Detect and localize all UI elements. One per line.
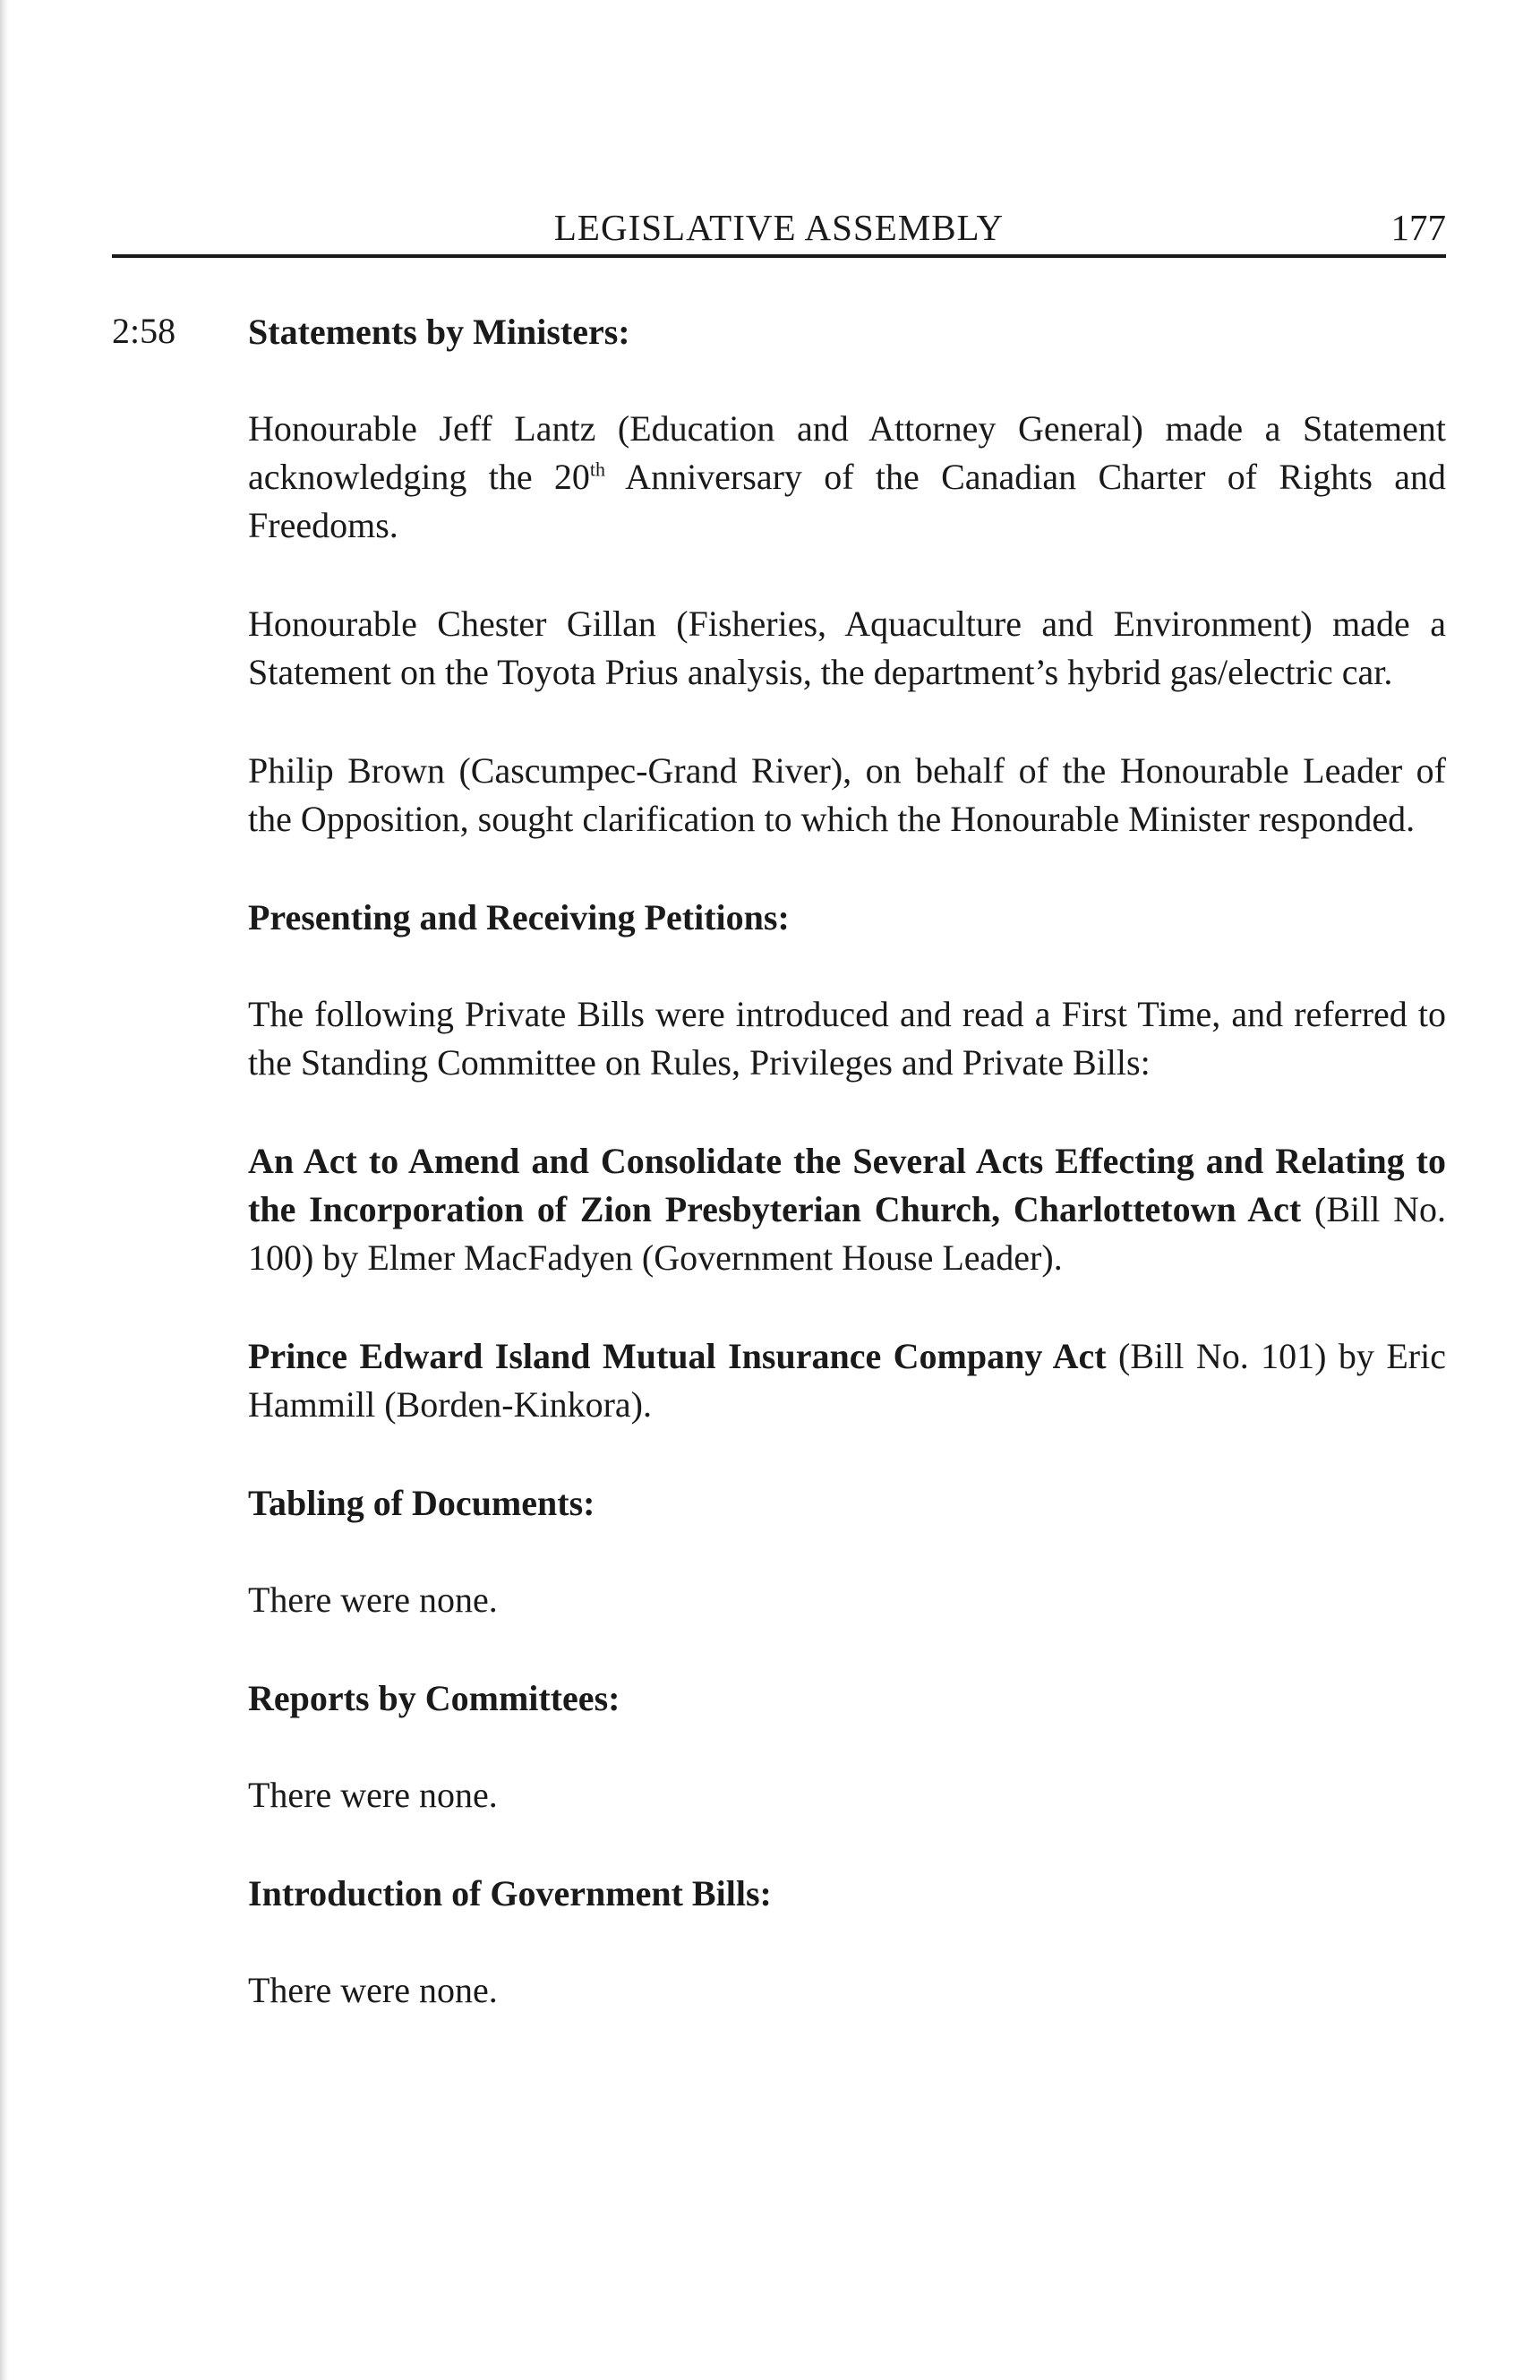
tabling-none-text: There were none. xyxy=(248,1580,498,1620)
lantz-ordinal-suffix: th xyxy=(589,458,606,481)
page-edge-shadow xyxy=(0,0,9,2380)
paragraph-private-bills-intro: The following Private Bills were introduced and read a First Time, and referred to the Standing Committee on Rules, Privileges and Private Bills: xyxy=(248,994,1446,1083)
heading-reports-by-committees: Reports by Committees: xyxy=(248,1678,620,1718)
bill-100-details: (Bill No. 100) by Elmer MacFadyen (Government House Leader). xyxy=(248,1189,1446,1278)
bill-101-title: Prince Edward Island Mutual Insurance Company Act xyxy=(248,1336,1107,1376)
lantz-text-b: Anniversary of the Canadian Charter of Rights and Freedoms. xyxy=(248,457,1446,545)
heading-tabling-of-documents: Tabling of Documents: xyxy=(248,1483,595,1523)
heading-petitions: Presenting and Receiving Petitions: xyxy=(248,897,790,937)
paragraph-gillan-statement: Honourable Chester Gillan (Fisheries, Aquaculture and Environment) made a Statement on the Toyota Prius analysis, the department’s hybrid gas/electric car. xyxy=(248,604,1446,692)
bill-100-title: An Act to Amend and Consolidate the Several Acts Effecting and Relating to the Incorporation of Zion Presbyterian Church, Charlottetown Act xyxy=(248,1141,1446,1229)
paragraph-lantz-statement xyxy=(248,405,1446,550)
heading-statements-by-ministers: Statements by Ministers: xyxy=(248,312,630,352)
paragraph-bill-100 xyxy=(248,1137,1446,1282)
bill-101-details: (Bill No. 101) by Eric Hammill (Borden-Kinkora). xyxy=(248,1336,1446,1425)
page-number: 177 xyxy=(1390,207,1446,248)
header-title: LEGISLATIVE ASSEMBLY xyxy=(553,207,1005,248)
committees-none-text: There were none. xyxy=(248,1775,498,1815)
lantz-text-a: Honourable Jeff Lantz (Education and Attorney General) made a Statement acknowledging the 20 xyxy=(248,408,1446,497)
time-stamp: 2:58 xyxy=(112,311,176,351)
page-header xyxy=(112,204,1446,258)
document-body xyxy=(248,308,1446,2015)
government-bills-none-text: There were none. xyxy=(248,1970,498,2010)
paragraph-bill-101 xyxy=(248,1332,1446,1429)
heading-government-bills: Introduction of Government Bills: xyxy=(248,1873,772,1913)
paragraph-brown-clarification: Philip Brown (Cascumpec-Grand River), on behalf of the Honourable Leader of the Opposition, sought clarification to which the Honourable Minister responded. xyxy=(248,750,1446,839)
